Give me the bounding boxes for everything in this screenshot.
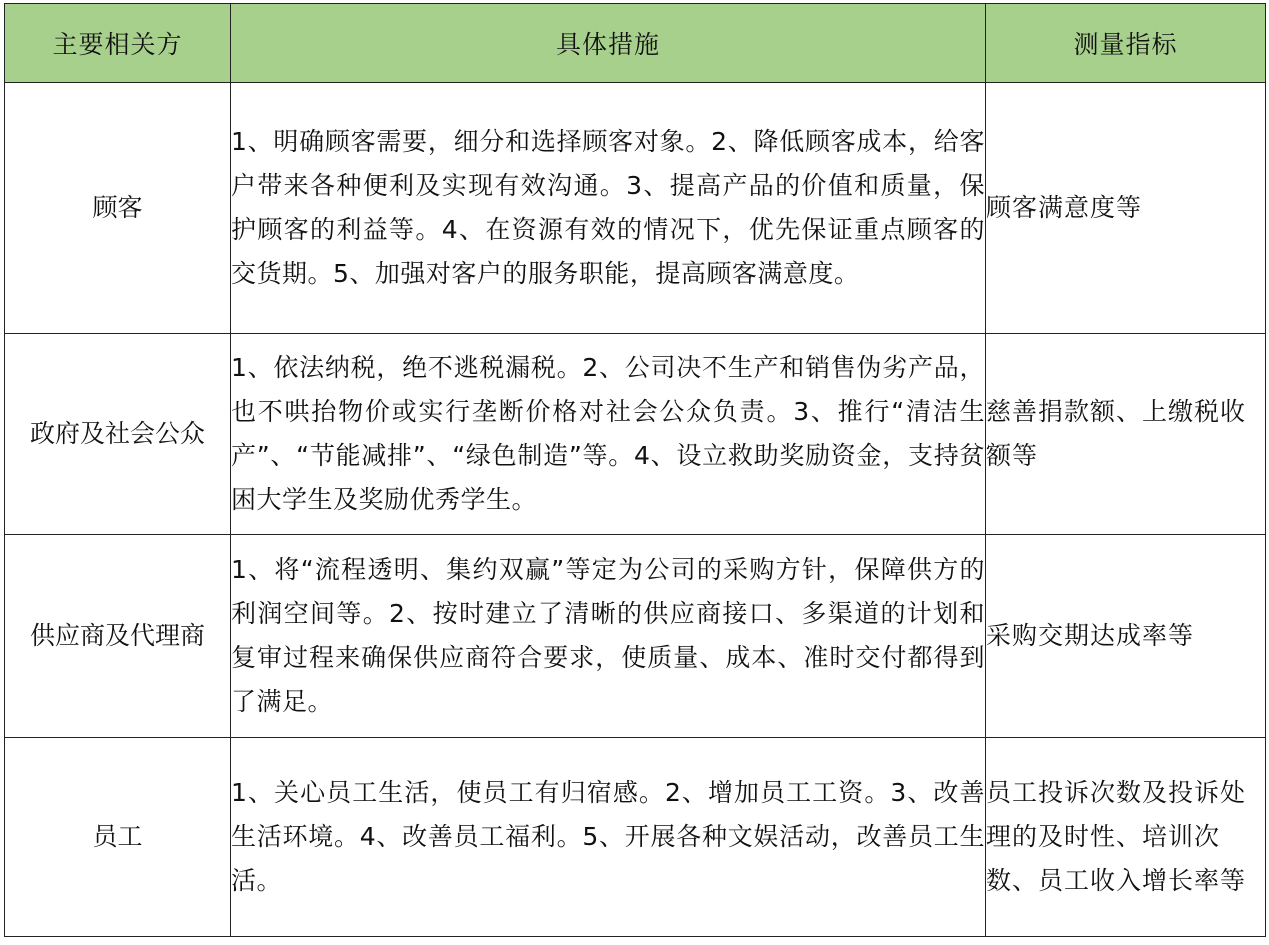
stakeholder-cell: 顾客 (5, 83, 231, 334)
table-row (5, 738, 1266, 937)
header-metrics: 测量指标 (986, 4, 1266, 83)
header-measures: 具体措施 (231, 4, 986, 83)
header-stakeholder: 主要相关方 (5, 4, 231, 83)
table-row (5, 535, 1266, 738)
table-row (5, 334, 1266, 535)
stakeholder-cell: 政府及社会公众 (5, 334, 231, 535)
measures-cell: 1、明确顾客需要，细分和选择顾客对象。2、降低顾客成本，给客户带来各种便利及实现有效沟通。3、提高产品的价值和质量，保护顾客的利益等。4、在资源有效的情况下，优先保证重点顾客的交货期。5、加强对客户的服务职能，提高顾客满意度。 (231, 83, 986, 334)
metric-cell: 采购交期达成率等 (986, 535, 1266, 738)
metric-cell: 顾客满意度等 (986, 83, 1266, 334)
metric-cell: 慈善捐款额、上缴税收额等 (986, 334, 1266, 535)
stakeholder-table (4, 3, 1266, 937)
table-row (5, 83, 1266, 334)
stakeholder-cell: 供应商及代理商 (5, 535, 231, 738)
measures-cell: 1、依法纳税，绝不逃税漏税。2、公司决不生产和销售伪劣产品，也不哄抬物价或实行垄断价格对社会公众负责。3、推行“清洁生产”、“节能减排”、“绿色制造”等。4、设立救助奖励资金，支持贫困大学生及奖励优秀学生。 (231, 334, 986, 535)
header-row (5, 4, 1266, 83)
measures-cell: 1、将“流程透明、集约双赢”等定为公司的采购方针，保障供方的利润空间等。2、按时建立了清晰的供应商接口、多渠道的计划和复审过程来确保供应商符合要求，使质量、成本、准时交付都得到了满足。 (231, 535, 986, 738)
stakeholder-cell: 员工 (5, 738, 231, 937)
metric-cell: 员工投诉次数及投诉处理的及时性、培训次数、员工收入增长率等 (986, 738, 1266, 937)
measures-cell: 1、关心员工生活，使员工有归宿感。2、增加员工工资。3、改善生活环境。4、改善员工福利。5、开展各种文娱活动，改善员工生活。 (231, 738, 986, 937)
